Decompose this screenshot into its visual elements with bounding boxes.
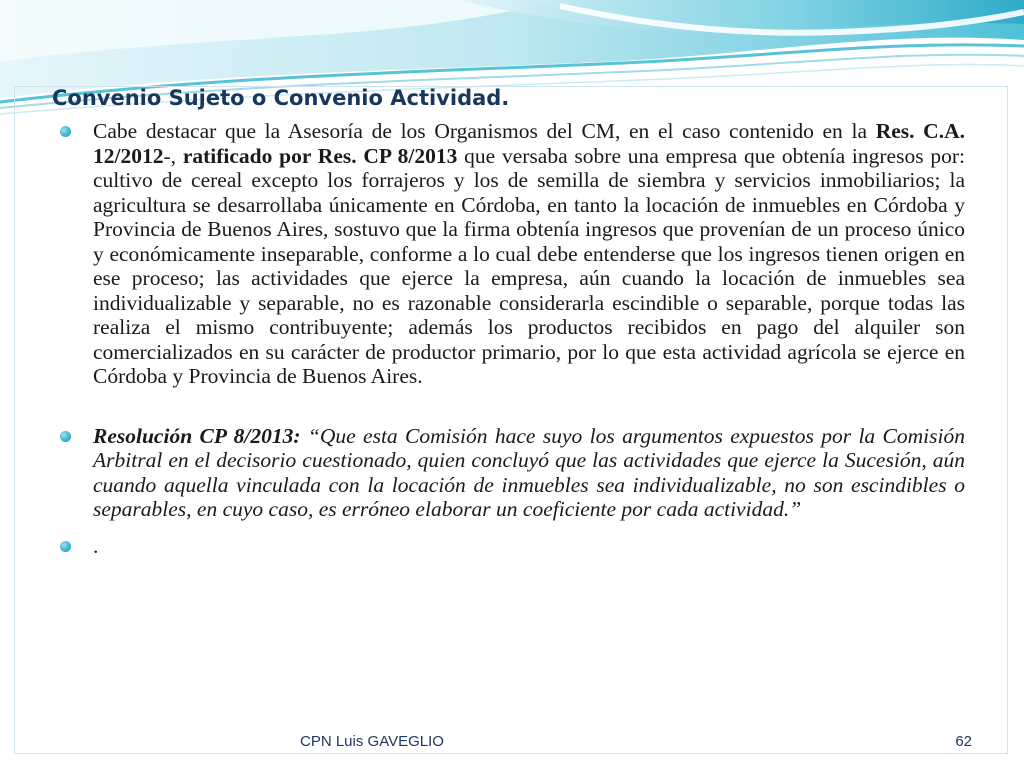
bullet-dot-icon [60, 541, 71, 552]
bullet-text-part: -, [163, 143, 183, 168]
bullet-item-resolucion [60, 424, 965, 522]
bullet-list [60, 119, 965, 558]
bullet-text: . [93, 533, 99, 558]
bold-reference: Resolución CP 8/2013: [93, 423, 301, 448]
bullet-item-asesoria [60, 119, 965, 389]
bullet-dot-icon [60, 431, 71, 442]
bullet-text [93, 119, 965, 389]
bullet-item-empty [60, 534, 965, 559]
bullet-dot-icon [60, 126, 71, 137]
quote-text: “Que esta Comisión hace suyo los argumentos expuestos por la Comisión Arbitral en el decisorio cuestionado, quien concluyó que las actividades que ejerce la Sucesión, aún cuando aquella vinculada con la locación de inmuebles sea individualizable, no son escindibles o separables, en cuyo caso, es erróneo elaborar un coeficiente por cada actividad.” [93, 423, 965, 521]
slide-title: Convenio Sujeto o Convenio Actividad. [52, 86, 510, 110]
bullet-text [93, 424, 965, 522]
footer-page-number: 62 [955, 733, 972, 750]
footer-author: CPN Luis GAVEGLIO [300, 733, 444, 750]
bullet-text-part: Cabe destacar que la Asesoría de los Organismos del CM, en el caso contenido en la [93, 119, 876, 143]
bullet-text-part: que versaba sobre una empresa que obtenía ingresos por: cultivo de cereal excepto los forrajeros y los de semilla de siembra y servicios inmobiliarios; la agricultura se desarrollaba únicamente en Córdoba, en tanto la locación de inmuebles en Córdoba y Provincia de Buenos Aires, sostuvo que la firma obtenía ingresos que provenían de un proceso único y económicamente inseparable, conforme a lo cual debe entenderse que los ingresos tienen origen en ese proceso; las actividades que ejerce la empresa, aún cuando la locación de inmuebles sea individualizable y separable, no es razonable considerarla escindible o separable, porque todas las realiza el mismo contribuyente; además los productos recibidos en pago del alquiler son comercializados en su carácter de productor primario, por lo que esta actividad agrícola se ejerce en Córdoba y Provincia de Buenos Aires. [93, 143, 965, 388]
bold-reference: ratificado por Res. CP 8/2013 [182, 143, 458, 168]
bold-reference: Res. C.A. 12/2012 [93, 119, 965, 168]
